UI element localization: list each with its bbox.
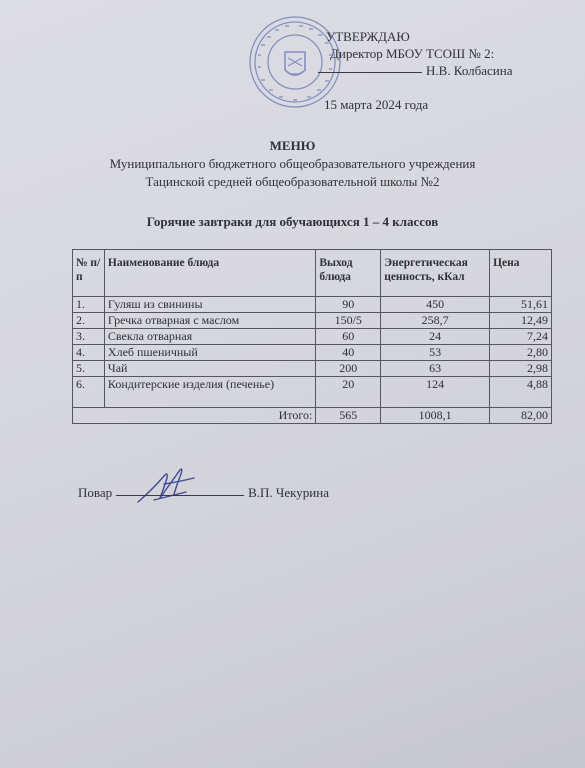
col-header-dish: Наименование блюда xyxy=(104,250,315,297)
cell-energy: 24 xyxy=(381,329,490,345)
org-name-line2: Тацинской средней общеобразовательной школы №2 xyxy=(145,174,440,189)
cell-output: 90 xyxy=(316,297,381,313)
cell-number: 5. xyxy=(73,361,105,377)
cell-price: 12,49 xyxy=(490,313,552,329)
cell-price: 2,80 xyxy=(490,345,552,361)
table-row xyxy=(73,377,552,408)
cell-price: 4,88 xyxy=(490,377,552,408)
cell-dish: Гуляш из свинины xyxy=(104,297,315,313)
cell-energy: 124 xyxy=(381,377,490,408)
cell-dish: Гречка отварная с маслом xyxy=(104,313,315,329)
total-energy: 1008,1 xyxy=(381,408,490,424)
col-header-energy: Энергетическая ценность, кКал xyxy=(381,250,490,297)
table-row xyxy=(73,345,552,361)
table-row xyxy=(73,361,552,377)
cell-number: 4. xyxy=(73,345,105,361)
cell-number: 2. xyxy=(73,313,105,329)
cell-number: 6. xyxy=(73,377,105,408)
cell-output: 150/5 xyxy=(316,313,381,329)
cook-name: В.П. Чекурина xyxy=(248,485,329,500)
signature-blank xyxy=(116,495,244,496)
table-total-row xyxy=(73,408,552,424)
cell-number: 1. xyxy=(73,297,105,313)
cell-dish: Кондитерские изделия (печенье) xyxy=(104,377,315,408)
approval-position: Директор МБОУ ТСОШ № 2: xyxy=(330,46,495,61)
signature-blank xyxy=(318,72,422,73)
total-price: 82,00 xyxy=(490,408,552,424)
cell-output: 60 xyxy=(316,329,381,345)
col-header-number: № п/п xyxy=(73,250,105,297)
cell-dish: Чай xyxy=(104,361,315,377)
col-header-price: Цена xyxy=(490,250,552,297)
cell-energy: 258,7 xyxy=(381,313,490,329)
approval-heading: УТВЕРЖДАЮ xyxy=(326,29,410,44)
cell-output: 20 xyxy=(316,377,381,408)
approval-date: 15 марта 2024 года xyxy=(324,97,429,112)
menu-subtitle: Горячие завтраки для обучающихся 1 – 4 классов xyxy=(146,214,439,229)
total-output: 565 xyxy=(316,408,381,424)
total-label: Итого: xyxy=(73,408,316,424)
org-name-line1: Муниципального бюджетного общеобразовательного учреждения xyxy=(109,156,476,171)
table-header-row xyxy=(73,250,552,297)
page-title: МЕНЮ xyxy=(269,138,316,153)
table-row xyxy=(73,313,552,329)
cell-energy: 63 xyxy=(381,361,490,377)
cell-dish: Свекла отварная xyxy=(104,329,315,345)
director-name: Н.В. Колбасина xyxy=(426,63,513,78)
cell-output: 40 xyxy=(316,345,381,361)
table-row xyxy=(73,297,552,313)
cell-price: 2,98 xyxy=(490,361,552,377)
menu-table xyxy=(72,249,552,424)
cook-label: Повар xyxy=(78,485,113,500)
cell-price: 51,61 xyxy=(490,297,552,313)
cell-output: 200 xyxy=(316,361,381,377)
cell-energy: 53 xyxy=(381,345,490,361)
cell-energy: 450 xyxy=(381,297,490,313)
cook-signature-line xyxy=(78,485,329,501)
cell-dish: Хлеб пшеничный xyxy=(104,345,315,361)
col-header-output: Выход блюда xyxy=(316,250,381,297)
cell-price: 7,24 xyxy=(490,329,552,345)
cell-number: 3. xyxy=(73,329,105,345)
approval-signature-line xyxy=(318,62,513,79)
table-row xyxy=(73,329,552,345)
